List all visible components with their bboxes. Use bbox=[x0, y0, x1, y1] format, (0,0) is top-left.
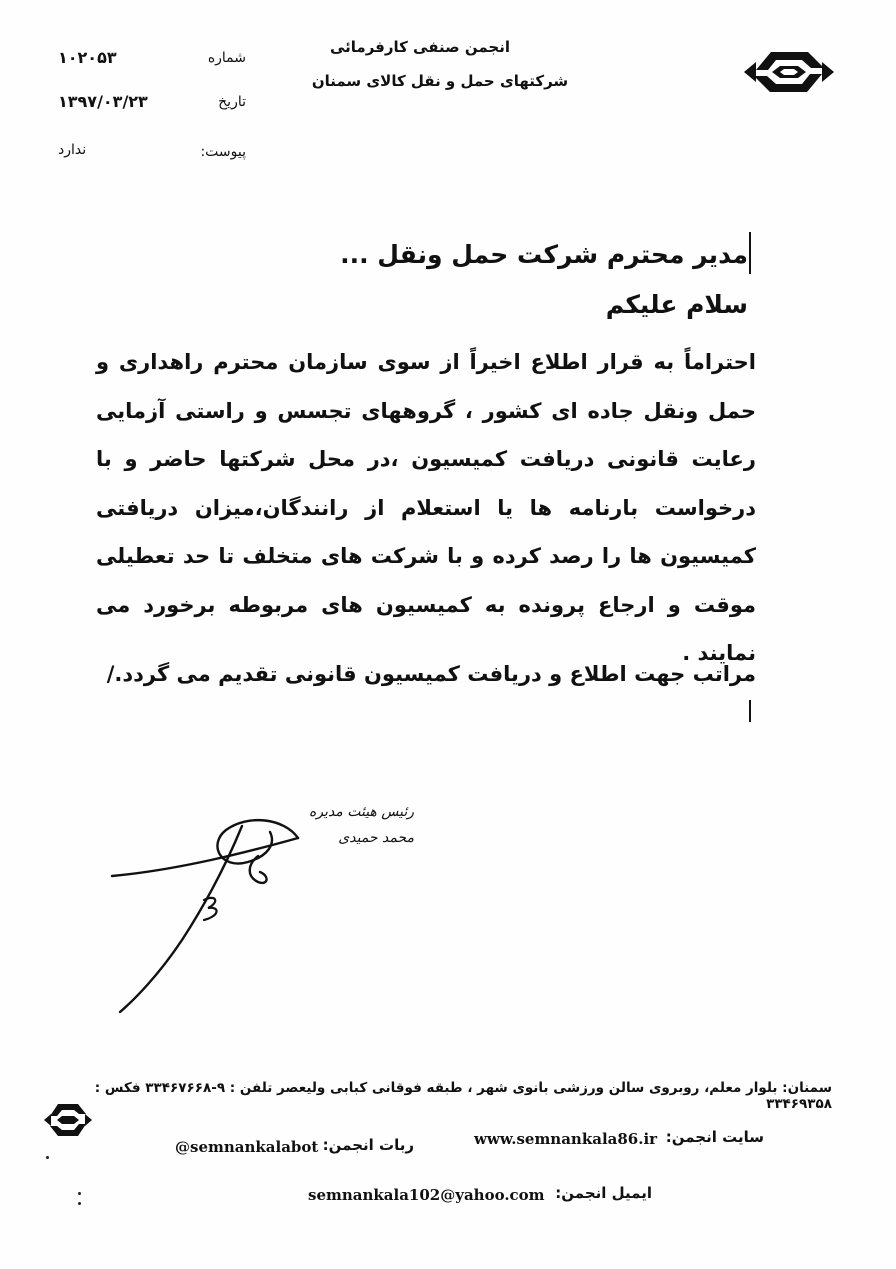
number-label: شماره bbox=[207, 50, 246, 66]
org-name-line2: شرکتهای حمل و نقل کالای سمنان bbox=[311, 72, 569, 90]
greeting: سلام علیکم bbox=[605, 290, 748, 319]
decorative-dot bbox=[78, 1192, 81, 1195]
association-logo-small-icon bbox=[40, 1092, 96, 1148]
letter-date: ۱۳۹۷/۰۳/۲۳ bbox=[58, 92, 148, 111]
email-label: ایمیل انجمن: bbox=[555, 1184, 652, 1202]
letter-body: احتراماً به قرار اطلاع اخیراً از سوی سازمان محترم راهداری و حمل ونقل جاده ای کشور ، گروههای تجسس و راستی آزمایی رعایت قانونی دریافت کمیسیون ،در محل شرکتها حاضر و با درخواست بارنامه ها یا استعلام از رانندگان،میزان دریافتی کمیسیون ها را رصد کرده و با شرکت های متخلف تا حد تعطیلی موقت و ارجاع پرونده به کمیسیون های مربوطه برخورد می نمایند . bbox=[96, 350, 756, 665]
website-label: سایت انجمن: bbox=[665, 1128, 764, 1146]
website-link[interactable]: www.semnankala86.ir bbox=[474, 1130, 658, 1148]
signer-title: رئیس هیئت مدیره bbox=[308, 804, 414, 820]
decorative-dot bbox=[78, 1202, 81, 1205]
letter-number: ۱۰۲۰۵۳ bbox=[58, 48, 117, 67]
bot-label: ربات انجمن: bbox=[322, 1136, 414, 1154]
attachment-value: ندارد bbox=[58, 142, 87, 158]
decorative-dot bbox=[46, 1156, 49, 1159]
attachment-label: پیوست: bbox=[200, 144, 246, 160]
association-logo-icon bbox=[736, 40, 842, 104]
bot-link[interactable]: @semnankalabot bbox=[175, 1138, 319, 1156]
salutation: مدیر محترم شرکت حمل ونقل ... bbox=[340, 240, 748, 269]
footer-address: سمنان: بلوار معلم، روبروی سالن ورزشی بانوی شهر ، طبقه فوقانی کبابی ولیعصر تلفن : ۹-۳۳۴۶۷۶۶۸ فکس : ۳۳۴۶۹۳۵۸ bbox=[94, 1080, 832, 1112]
org-name-line1: انجمن صنفی کارفرمائی bbox=[329, 38, 511, 56]
margin-mark bbox=[749, 232, 751, 274]
margin-mark bbox=[749, 700, 751, 722]
email-link[interactable]: semnankala102@yahoo.com bbox=[308, 1186, 545, 1204]
closing-line: مراتب جهت اطلاع و دریافت کمیسیون قانونی تقدیم می گردد./ bbox=[106, 662, 756, 686]
signer-name: محمد حمیدی bbox=[338, 830, 414, 846]
handwritten-signature-icon bbox=[108, 790, 328, 1020]
date-label: تاریخ bbox=[218, 94, 246, 110]
